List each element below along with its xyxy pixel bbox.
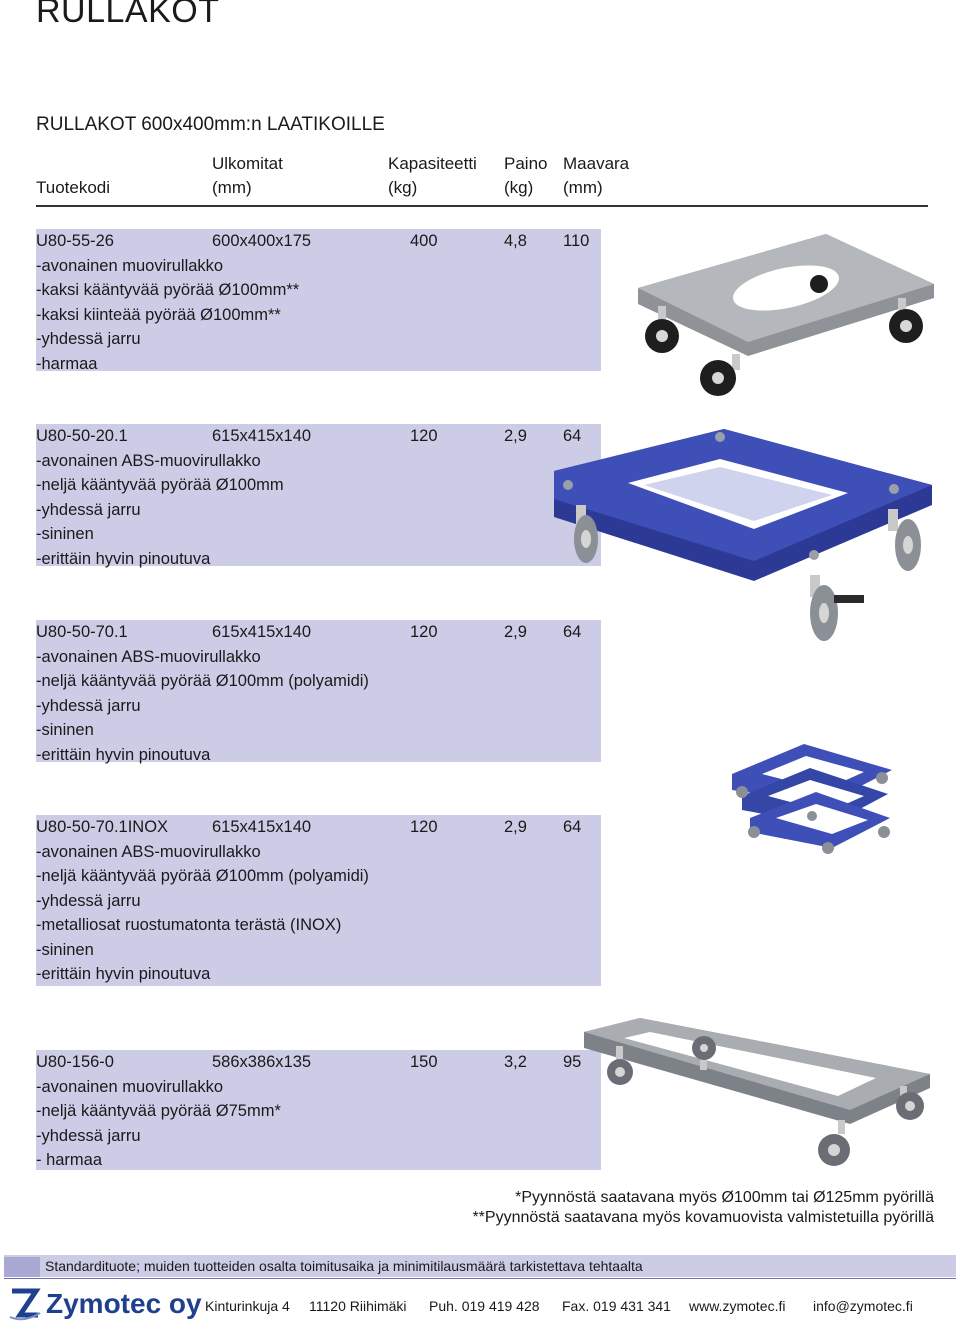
product-clearance: 95 bbox=[563, 1053, 582, 1071]
feature-item: -yhdessä jarru bbox=[36, 1126, 141, 1145]
product-capacity: 400 bbox=[410, 232, 438, 250]
footer-website-link[interactable]: www.zymotec.fi bbox=[689, 1298, 786, 1314]
product-row bbox=[36, 620, 601, 762]
header-dimensions: Ulkomitat bbox=[212, 154, 283, 173]
product-weight: 4,8 bbox=[504, 232, 527, 250]
blue-dolly-image bbox=[548, 425, 938, 655]
product-clearance: 110 bbox=[563, 232, 590, 250]
feature-item: -sininen bbox=[36, 940, 94, 959]
page-title: RULLAKOT bbox=[36, 0, 220, 30]
footer-phone: Puh. 019 419 428 bbox=[429, 1298, 540, 1314]
footer-fax: Fax. 019 431 341 bbox=[562, 1298, 671, 1314]
product-code: U80-50-20.1 bbox=[36, 427, 128, 445]
product-weight: 2,9 bbox=[504, 427, 527, 445]
feature-item: -avonainen ABS-muovirullakko bbox=[36, 842, 261, 861]
footnote-wheels: *Pyynnöstä saatavana myös Ø100mm tai Ø125mm pyörillä bbox=[515, 1189, 934, 1206]
feature-item: -sininen bbox=[36, 721, 94, 739]
header-divider bbox=[36, 205, 928, 207]
feature-item: -harmaa bbox=[36, 354, 98, 373]
feature-item: -metalliosat ruostumatonta terästä (INOX) bbox=[36, 916, 342, 934]
feature-item: -yhdessä jarru bbox=[36, 500, 141, 519]
header-capacity: Kapasiteetti bbox=[388, 154, 477, 173]
feature-item: - harmaa bbox=[36, 1151, 103, 1169]
feature-item: -sininen bbox=[36, 525, 94, 543]
product-code: U80-156-0 bbox=[36, 1053, 114, 1071]
feature-item: -yhdessä jarru bbox=[36, 696, 141, 715]
footer-divider bbox=[4, 1278, 956, 1279]
product-features bbox=[36, 840, 369, 987]
product-row bbox=[36, 229, 601, 371]
section-title: RULLAKOT 600x400mm:n LAATIKOILLE bbox=[36, 114, 385, 135]
product-clearance: 64 bbox=[563, 623, 582, 641]
grey-frame-dolly-image bbox=[580, 1016, 936, 1174]
feature-item: -avonainen muovirullakko bbox=[36, 1077, 224, 1096]
product-features bbox=[36, 254, 299, 377]
product-dimensions: 586x386x135 bbox=[212, 1053, 312, 1071]
product-capacity: 150 bbox=[410, 1053, 438, 1071]
footer-email-link[interactable]: info@zymotec.fi bbox=[813, 1298, 913, 1314]
zymotec-logo-icon bbox=[8, 1285, 202, 1323]
feature-item: -neljä kääntyvää pyörää Ø75mm* bbox=[36, 1102, 281, 1120]
feature-item: -avonainen ABS-muovirullakko bbox=[36, 451, 261, 470]
product-capacity: 120 bbox=[410, 623, 438, 641]
logo-text: Zymotec oy bbox=[46, 1288, 202, 1319]
product-features bbox=[36, 645, 369, 768]
feature-item: -neljä kääntyvää pyörää Ø100mm bbox=[36, 476, 284, 494]
header-clearance-unit: (mm) bbox=[563, 178, 603, 197]
feature-item: -kaksi kääntyvää pyörää Ø100mm** bbox=[36, 281, 300, 299]
feature-item: -kaksi kiinteää pyörää Ø100mm** bbox=[36, 305, 281, 324]
product-code: U80-50-70.1INOX bbox=[36, 818, 169, 836]
product-dimensions: 600x400x175 bbox=[212, 232, 312, 250]
stacked-blue-dollies-image bbox=[728, 738, 898, 856]
grey-dolly-image bbox=[636, 232, 938, 400]
standard-note: Standardituote; muiden tuotteiden osalta toimitusaika ja minimitilausmäärä tarkistettava tehtaalta bbox=[45, 1258, 643, 1274]
feature-item: -avonainen muovirullakko bbox=[36, 256, 224, 275]
product-clearance: 64 bbox=[563, 818, 582, 836]
header-capacity-unit: (kg) bbox=[388, 178, 418, 197]
header-weight: Paino bbox=[504, 154, 548, 173]
product-features bbox=[36, 449, 284, 572]
feature-item: -erittäin hyvin pinoutuva bbox=[36, 965, 211, 983]
product-code: U80-55-26 bbox=[36, 232, 114, 250]
product-dimensions: 615x415x140 bbox=[212, 818, 312, 836]
product-clearance: 64 bbox=[563, 427, 582, 445]
product-weight: 2,9 bbox=[504, 818, 527, 836]
footer-postal: 11120 Riihimäki bbox=[309, 1298, 407, 1314]
header-dimensions-unit: (mm) bbox=[212, 178, 252, 197]
feature-item: -yhdessä jarru bbox=[36, 330, 141, 348]
product-weight: 2,9 bbox=[504, 623, 527, 641]
header-code: Tuotekodi bbox=[36, 178, 111, 197]
feature-item: -neljä kääntyvää pyörää Ø100mm (polyamidi) bbox=[36, 867, 369, 885]
feature-item: -erittäin hyvin pinoutuva bbox=[36, 549, 211, 568]
product-row bbox=[36, 424, 601, 566]
footnote-hard-plastic: **Pyynnöstä saatavana myös kovamuovista valmistetuilla pyörillä bbox=[472, 1209, 934, 1226]
product-features bbox=[36, 1075, 281, 1173]
feature-item: -yhdessä jarru bbox=[36, 891, 141, 910]
product-capacity: 120 bbox=[410, 818, 438, 836]
product-row bbox=[36, 815, 601, 986]
product-row bbox=[36, 1050, 601, 1170]
product-capacity: 120 bbox=[410, 427, 438, 445]
product-dimensions: 615x415x140 bbox=[212, 623, 312, 641]
product-code: U80-50-70.1 bbox=[36, 623, 128, 641]
feature-item: -avonainen ABS-muovirullakko bbox=[36, 647, 261, 666]
footer-address: Kinturinkuja 4 bbox=[205, 1298, 290, 1314]
feature-item: -erittäin hyvin pinoutuva bbox=[36, 745, 211, 764]
standard-note-marker bbox=[4, 1257, 40, 1277]
feature-item: -neljä kääntyvää pyörää Ø100mm (polyamidi) bbox=[36, 672, 369, 690]
header-clearance: Maavara bbox=[563, 154, 630, 173]
product-dimensions: 615x415x140 bbox=[212, 427, 312, 445]
header-weight-unit: (kg) bbox=[504, 178, 534, 197]
product-weight: 3,2 bbox=[504, 1053, 527, 1071]
